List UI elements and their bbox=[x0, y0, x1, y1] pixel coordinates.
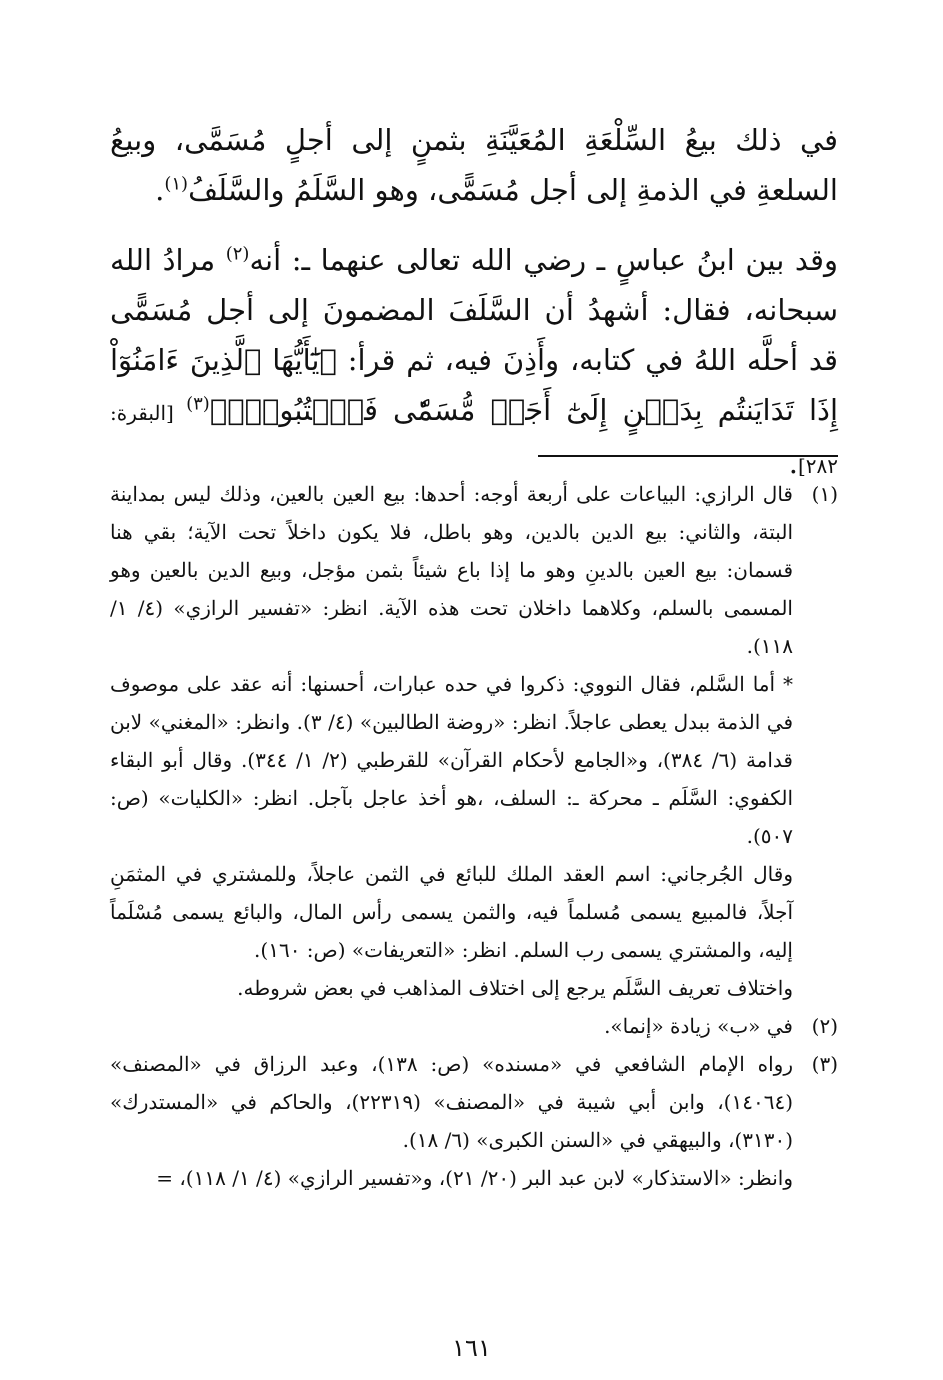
body-text: مرادُ الله سبحانه، فقال: أشهدُ أن السَّلَفَ المضمونَ إلى أجل مُسَمًّى قد أحلَّه اللهُ في كتابه، وأَذِنَ فيه، ثم قرأ: bbox=[110, 243, 838, 377]
footnote-number: (٢) bbox=[811, 1014, 838, 1038]
period: . bbox=[788, 446, 798, 480]
period: . bbox=[155, 173, 165, 207]
quran-verse: ﴿يَٰٓأَيُّهَا ٱلَّذِينَ ءَامَنُوٓاْ إِذَا تَدَايَنتُم بِدَيۡنٍ إِلَىٰٓ أَجَلٖ مُّسَمّٗى فَٱكۡتُبُوهُۚ﴾ bbox=[110, 343, 838, 427]
footnote-paragraph: وقال الجُرجاني: اسم العقد الملك للبائع في الثمن عاجلاً، وللمشتري في المثمَنِ آجلاً، فالمبيع يسمى مُسلماً فيه، والثمن يسمى رأس المال، والبائع يسمى مُسْلَماً إليه، والمشتري يسمى رب السلم. انظر: «التعريفات» (ص: ١٦٠). bbox=[110, 862, 793, 962]
footnote-marker-1[interactable]: (١) bbox=[164, 173, 189, 195]
body-paragraph-2 bbox=[110, 235, 838, 491]
footnote-2 bbox=[110, 1007, 838, 1045]
footnote-number: (١) bbox=[811, 482, 838, 506]
body-text: في ذلك بيعُ السِّلْعَةِ المُعَيَّنَةِ بثمنٍ إلى أجلٍ مُسَمَّى، وبيعُ السلعةِ في الذمةِ إلى أجل مُسَمًّى، وهو السَّلَمُ والسَّلَفُ bbox=[110, 123, 838, 207]
footnote-paragraph: رواه الإمام الشافعي في «مسنده» (ص: ١٣٨)، وعبد الرزاق في «المصنف» (١٤٠٦٤)، وابن أبي شيبة في «المصنف» (٢٢٣١٩)، والحاكم في «المستدرك» (٣١٣٠)، والبيهقي في «السنن الكبرى» (٦/ ١٨). bbox=[110, 1052, 793, 1152]
footnote-marker-2[interactable]: (٢) bbox=[225, 243, 250, 265]
footnote-marker-3[interactable]: (٣) bbox=[186, 393, 210, 415]
footnotes-section bbox=[110, 475, 838, 1197]
body-paragraph-1 bbox=[110, 115, 838, 215]
footnote-separator bbox=[538, 455, 838, 457]
page-number: ١٦١ bbox=[452, 1334, 491, 1362]
footnote-paragraph: واختلاف تعريف السَّلَم يرجع إلى اختلاف المذاهب في بعض شروطه. bbox=[237, 976, 793, 1000]
footnote-3 bbox=[110, 1045, 838, 1197]
footnote-paragraph: في «ب» زيادة «إنما». bbox=[604, 1014, 793, 1038]
footnote-paragraph: * أما السَّلم، فقال النووي: ذكروا في حده عبارات، أحسنها: أنه عقد على موصوف في الذمة ببدل يعطى عاجلاً. انظر: «روضة الطالبين» (٤/ ٣). وانظر: «المغني» لابن قدامة (٦/ ٣٨٤)، و«الجامع لأحكام القرآن» للقرطبي (٢/ ١/ ٣٤٤). وقال أبو البقاء الكفوي: السَّلَم ـ محركة ـ: السلف، ،هو أخذ عاجل بآجل. انظر: «الكليات» (ص: ٥٠٧). bbox=[110, 672, 793, 848]
footnote-paragraph: وانظر: «الاستذكار» لابن عبد البر (٢٠/ ٢١)، و«تفسير الرازي» (٤/ ١/ ١١٨)، = bbox=[156, 1166, 793, 1190]
footnote-paragraph: قال الرازي: البياعات على أربعة أوجه: أحدها: بيع العين بالعين، وذلك ليس بمداينة البتة، والثاني: بيع الدين بالدين، وهو باطل، فلا يكون داخلاً تحت الآية؛ بقي هنا قسمان: بيع العين بالدينِ وهو ما إذا باع شيئاً بثمن مؤجل، وبيع الدين بالعين وهو المسمى بالسلم، وكلاهما داخلان تحت هذه الآية. انظر: «تفسير الرازي» (٤/ ١/ ١١٨). bbox=[110, 482, 793, 658]
footnote-1 bbox=[110, 475, 838, 1007]
page bbox=[110, 115, 838, 1340]
verse-reference: [البقرة: ٢٨٢] bbox=[110, 401, 838, 478]
footnote-number: (٣) bbox=[811, 1052, 838, 1076]
body-text: وقد بين ابنُ عباسٍ ـ رضي الله تعالى عنهما ـ: أنه bbox=[249, 243, 838, 277]
